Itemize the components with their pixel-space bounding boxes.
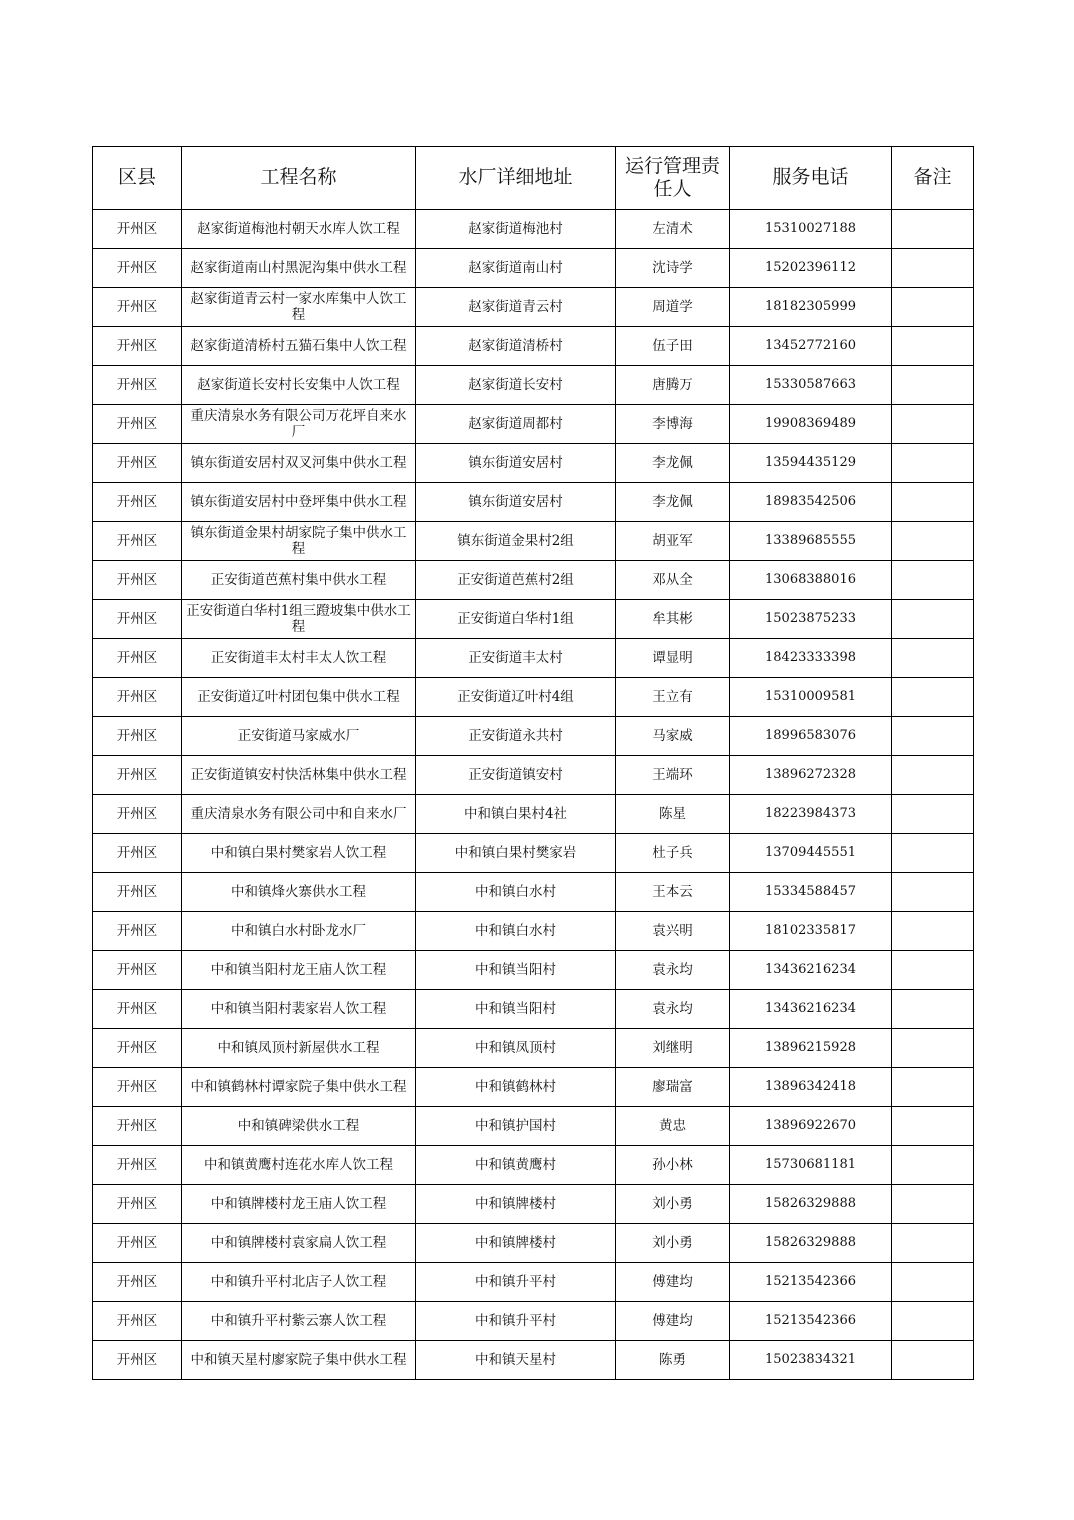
phone-cell: 18983542506 [730, 483, 892, 522]
manager-cell: 黄忠 [616, 1107, 730, 1146]
table-row [93, 834, 974, 873]
column-header-project-name: 工程名称 [182, 147, 416, 210]
phone-cell: 19908369489 [730, 405, 892, 444]
remarks-cell [892, 522, 974, 561]
manager-cell: 王本云 [616, 873, 730, 912]
county-cell: 开州区 [93, 990, 182, 1029]
phone-cell: 15826329888 [730, 1185, 892, 1224]
county-cell: 开州区 [93, 1341, 182, 1380]
phone-cell: 13068388016 [730, 561, 892, 600]
phone-cell: 18423333398 [730, 639, 892, 678]
project-name-cell: 镇东街道安居村中登坪集中供水工程 [182, 483, 416, 522]
phone-cell: 13896922670 [730, 1107, 892, 1146]
manager-cell: 陈星 [616, 795, 730, 834]
plant-address-cell: 正安街道白华村1组 [416, 600, 616, 639]
plant-address-cell: 正安街道辽叶村4组 [416, 678, 616, 717]
project-name-cell: 赵家街道清桥村五猫石集中人饮工程 [182, 327, 416, 366]
table-row [93, 522, 974, 561]
manager-cell: 袁永均 [616, 951, 730, 990]
project-name-cell: 中和镇碑梁供水工程 [182, 1107, 416, 1146]
remarks-cell [892, 249, 974, 288]
manager-cell: 谭显明 [616, 639, 730, 678]
table-row [93, 210, 974, 249]
remarks-cell [892, 288, 974, 327]
plant-address-cell: 中和镇白果村樊家岩 [416, 834, 616, 873]
phone-cell: 13896342418 [730, 1068, 892, 1107]
table-row [93, 990, 974, 1029]
plant-address-cell: 正安街道镇安村 [416, 756, 616, 795]
project-name-cell: 中和镇升平村紫云寨人饮工程 [182, 1302, 416, 1341]
phone-cell: 13436216234 [730, 951, 892, 990]
plant-address-cell: 中和镇升平村 [416, 1302, 616, 1341]
remarks-cell [892, 639, 974, 678]
manager-cell: 廖瑞富 [616, 1068, 730, 1107]
county-cell: 开州区 [93, 288, 182, 327]
project-name-cell: 中和镇牌楼村袁家扁人饮工程 [182, 1224, 416, 1263]
county-cell: 开州区 [93, 1224, 182, 1263]
county-cell: 开州区 [93, 444, 182, 483]
table-row [93, 1224, 974, 1263]
county-cell: 开州区 [93, 1029, 182, 1068]
county-cell: 开州区 [93, 717, 182, 756]
table-row [93, 1185, 974, 1224]
plant-address-cell: 赵家街道清桥村 [416, 327, 616, 366]
remarks-cell [892, 1146, 974, 1185]
table-row [93, 327, 974, 366]
plant-address-cell: 镇东街道安居村 [416, 444, 616, 483]
manager-cell: 沈诗学 [616, 249, 730, 288]
remarks-cell [892, 717, 974, 756]
project-name-cell: 中和镇白果村樊家岩人饮工程 [182, 834, 416, 873]
table-row [93, 717, 974, 756]
manager-cell: 傅建均 [616, 1263, 730, 1302]
plant-address-cell: 正安街道永共村 [416, 717, 616, 756]
county-cell: 开州区 [93, 405, 182, 444]
remarks-cell [892, 1107, 974, 1146]
remarks-cell [892, 327, 974, 366]
table-row [93, 756, 974, 795]
phone-cell: 18102335817 [730, 912, 892, 951]
manager-cell: 傅建均 [616, 1302, 730, 1341]
project-name-cell: 镇东街道安居村双叉河集中供水工程 [182, 444, 416, 483]
table-header [93, 147, 974, 210]
phone-cell: 13709445551 [730, 834, 892, 873]
plant-address-cell: 中和镇鹤林村 [416, 1068, 616, 1107]
plant-address-cell: 中和镇黄鹰村 [416, 1146, 616, 1185]
table-row [93, 249, 974, 288]
project-name-cell: 中和镇牌楼村龙王庙人饮工程 [182, 1185, 416, 1224]
project-name-cell: 正安街道马家威水厂 [182, 717, 416, 756]
phone-cell: 15023834321 [730, 1341, 892, 1380]
remarks-cell [892, 483, 974, 522]
header-row [93, 147, 974, 210]
table-row [93, 1341, 974, 1380]
manager-cell: 刘小勇 [616, 1185, 730, 1224]
manager-cell: 胡亚军 [616, 522, 730, 561]
table-row [93, 600, 974, 639]
table-row [93, 288, 974, 327]
phone-cell: 15310027188 [730, 210, 892, 249]
project-name-cell: 镇东街道金果村胡家院子集中供水工程 [182, 522, 416, 561]
table-row [93, 873, 974, 912]
remarks-cell [892, 1029, 974, 1068]
table-row [93, 561, 974, 600]
project-name-cell: 重庆清泉水务有限公司万花坪自来水厂 [182, 405, 416, 444]
project-name-cell: 重庆清泉水务有限公司中和自来水厂 [182, 795, 416, 834]
plant-address-cell: 中和镇当阳村 [416, 990, 616, 1029]
county-cell: 开州区 [93, 639, 182, 678]
project-name-cell: 赵家街道南山村黑泥沟集中供水工程 [182, 249, 416, 288]
project-name-cell: 赵家街道梅池村朝天水库人饮工程 [182, 210, 416, 249]
manager-cell: 李龙佩 [616, 444, 730, 483]
table-body [93, 210, 974, 1380]
plant-address-cell: 中和镇护国村 [416, 1107, 616, 1146]
county-cell: 开州区 [93, 210, 182, 249]
phone-cell: 15202396112 [730, 249, 892, 288]
project-name-cell: 赵家街道青云村一家水库集中人饮工程 [182, 288, 416, 327]
project-name-cell: 中和镇当阳村裴家岩人饮工程 [182, 990, 416, 1029]
phone-cell: 13389685555 [730, 522, 892, 561]
project-name-cell: 正安街道白华村1组三蹬坡集中供水工程 [182, 600, 416, 639]
phone-cell: 13896272328 [730, 756, 892, 795]
manager-cell: 陈勇 [616, 1341, 730, 1380]
county-cell: 开州区 [93, 756, 182, 795]
manager-cell: 牟其彬 [616, 600, 730, 639]
manager-cell: 马家威 [616, 717, 730, 756]
plant-address-cell: 中和镇牌楼村 [416, 1185, 616, 1224]
county-cell: 开州区 [93, 1185, 182, 1224]
plant-address-cell: 中和镇凤顶村 [416, 1029, 616, 1068]
county-cell: 开州区 [93, 327, 182, 366]
project-name-cell: 中和镇当阳村龙王庙人饮工程 [182, 951, 416, 990]
project-name-cell: 中和镇鹤林村谭家院子集中供水工程 [182, 1068, 416, 1107]
water-project-table [92, 146, 974, 1380]
remarks-cell [892, 600, 974, 639]
phone-cell: 15330587663 [730, 366, 892, 405]
column-header-plant-address: 水厂详细地址 [416, 147, 616, 210]
table-row [93, 366, 974, 405]
plant-address-cell: 中和镇天星村 [416, 1341, 616, 1380]
manager-cell: 王立有 [616, 678, 730, 717]
phone-cell: 13594435129 [730, 444, 892, 483]
plant-address-cell: 赵家街道梅池村 [416, 210, 616, 249]
column-header-county: 区县 [93, 147, 182, 210]
table-row [93, 1263, 974, 1302]
project-name-cell: 中和镇白水村卧龙水厂 [182, 912, 416, 951]
plant-address-cell: 赵家街道南山村 [416, 249, 616, 288]
county-cell: 开州区 [93, 600, 182, 639]
plant-address-cell: 镇东街道安居村 [416, 483, 616, 522]
phone-cell: 15730681181 [730, 1146, 892, 1185]
manager-cell: 唐腾万 [616, 366, 730, 405]
remarks-cell [892, 1263, 974, 1302]
remarks-cell [892, 366, 974, 405]
county-cell: 开州区 [93, 912, 182, 951]
remarks-cell [892, 795, 974, 834]
project-name-cell: 正安街道芭蕉村集中供水工程 [182, 561, 416, 600]
phone-cell: 18996583076 [730, 717, 892, 756]
remarks-cell [892, 873, 974, 912]
remarks-cell [892, 951, 974, 990]
phone-cell: 18223984373 [730, 795, 892, 834]
county-cell: 开州区 [93, 1263, 182, 1302]
county-cell: 开州区 [93, 678, 182, 717]
county-cell: 开州区 [93, 1068, 182, 1107]
county-cell: 开州区 [93, 1146, 182, 1185]
phone-cell: 15334588457 [730, 873, 892, 912]
project-name-cell: 正安街道镇安村快活林集中供水工程 [182, 756, 416, 795]
manager-cell: 刘小勇 [616, 1224, 730, 1263]
phone-cell: 13436216234 [730, 990, 892, 1029]
county-cell: 开州区 [93, 522, 182, 561]
county-cell: 开州区 [93, 561, 182, 600]
project-name-cell: 中和镇凤顶村新屋供水工程 [182, 1029, 416, 1068]
column-header-phone: 服务电话 [730, 147, 892, 210]
county-cell: 开州区 [93, 834, 182, 873]
phone-cell: 18182305999 [730, 288, 892, 327]
project-name-cell: 正安街道辽叶村团包集中供水工程 [182, 678, 416, 717]
manager-cell: 李博海 [616, 405, 730, 444]
plant-address-cell: 赵家街道青云村 [416, 288, 616, 327]
manager-cell: 刘继明 [616, 1029, 730, 1068]
plant-address-cell: 中和镇白水村 [416, 912, 616, 951]
manager-cell: 李龙佩 [616, 483, 730, 522]
column-header-manager: 运行管理责任人 [616, 147, 730, 210]
manager-cell: 孙小林 [616, 1146, 730, 1185]
county-cell: 开州区 [93, 366, 182, 405]
remarks-cell [892, 990, 974, 1029]
plant-address-cell: 中和镇牌楼村 [416, 1224, 616, 1263]
manager-cell: 袁永均 [616, 990, 730, 1029]
phone-cell: 13452772160 [730, 327, 892, 366]
remarks-cell [892, 561, 974, 600]
manager-cell: 伍子田 [616, 327, 730, 366]
remarks-cell [892, 1068, 974, 1107]
phone-cell: 15826329888 [730, 1224, 892, 1263]
plant-address-cell: 正安街道芭蕉村2组 [416, 561, 616, 600]
phone-cell: 15213542366 [730, 1263, 892, 1302]
remarks-cell [892, 1302, 974, 1341]
remarks-cell [892, 912, 974, 951]
county-cell: 开州区 [93, 795, 182, 834]
plant-address-cell: 中和镇白果村4社 [416, 795, 616, 834]
manager-cell: 杜子兵 [616, 834, 730, 873]
table-row [93, 951, 974, 990]
project-name-cell: 中和镇升平村北店子人饮工程 [182, 1263, 416, 1302]
manager-cell: 袁兴明 [616, 912, 730, 951]
table-row [93, 444, 974, 483]
manager-cell: 左清术 [616, 210, 730, 249]
remarks-cell [892, 444, 974, 483]
table-row [93, 1029, 974, 1068]
plant-address-cell: 正安街道丰太村 [416, 639, 616, 678]
phone-cell: 15213542366 [730, 1302, 892, 1341]
county-cell: 开州区 [93, 483, 182, 522]
manager-cell: 王端环 [616, 756, 730, 795]
plant-address-cell: 镇东街道金果村2组 [416, 522, 616, 561]
plant-address-cell: 中和镇升平村 [416, 1263, 616, 1302]
plant-address-cell: 赵家街道周都村 [416, 405, 616, 444]
remarks-cell [892, 210, 974, 249]
plant-address-cell: 赵家街道长安村 [416, 366, 616, 405]
table-row [93, 483, 974, 522]
county-cell: 开州区 [93, 873, 182, 912]
remarks-cell [892, 405, 974, 444]
table-row [93, 795, 974, 834]
table-row [93, 678, 974, 717]
table-row [93, 1068, 974, 1107]
remarks-cell [892, 678, 974, 717]
manager-cell: 邓从全 [616, 561, 730, 600]
phone-cell: 15023875233 [730, 600, 892, 639]
table-row [93, 1302, 974, 1341]
project-name-cell: 正安街道丰太村丰太人饮工程 [182, 639, 416, 678]
remarks-cell [892, 1341, 974, 1380]
remarks-cell [892, 1224, 974, 1263]
remarks-cell [892, 834, 974, 873]
phone-cell: 15310009581 [730, 678, 892, 717]
county-cell: 开州区 [93, 1107, 182, 1146]
manager-cell: 周道学 [616, 288, 730, 327]
phone-cell: 13896215928 [730, 1029, 892, 1068]
column-header-remarks: 备注 [892, 147, 974, 210]
county-cell: 开州区 [93, 951, 182, 990]
remarks-cell [892, 756, 974, 795]
table-row [93, 1146, 974, 1185]
county-cell: 开州区 [93, 1302, 182, 1341]
table-row [93, 405, 974, 444]
remarks-cell [892, 1185, 974, 1224]
project-name-cell: 中和镇黄鹰村连花水库人饮工程 [182, 1146, 416, 1185]
table-row [93, 639, 974, 678]
project-name-cell: 中和镇烽火寨供水工程 [182, 873, 416, 912]
project-name-cell: 赵家街道长安村长安集中人饮工程 [182, 366, 416, 405]
plant-address-cell: 中和镇当阳村 [416, 951, 616, 990]
table-row [93, 1107, 974, 1146]
county-cell: 开州区 [93, 249, 182, 288]
plant-address-cell: 中和镇白水村 [416, 873, 616, 912]
table-row [93, 912, 974, 951]
project-name-cell: 中和镇天星村廖家院子集中供水工程 [182, 1341, 416, 1380]
